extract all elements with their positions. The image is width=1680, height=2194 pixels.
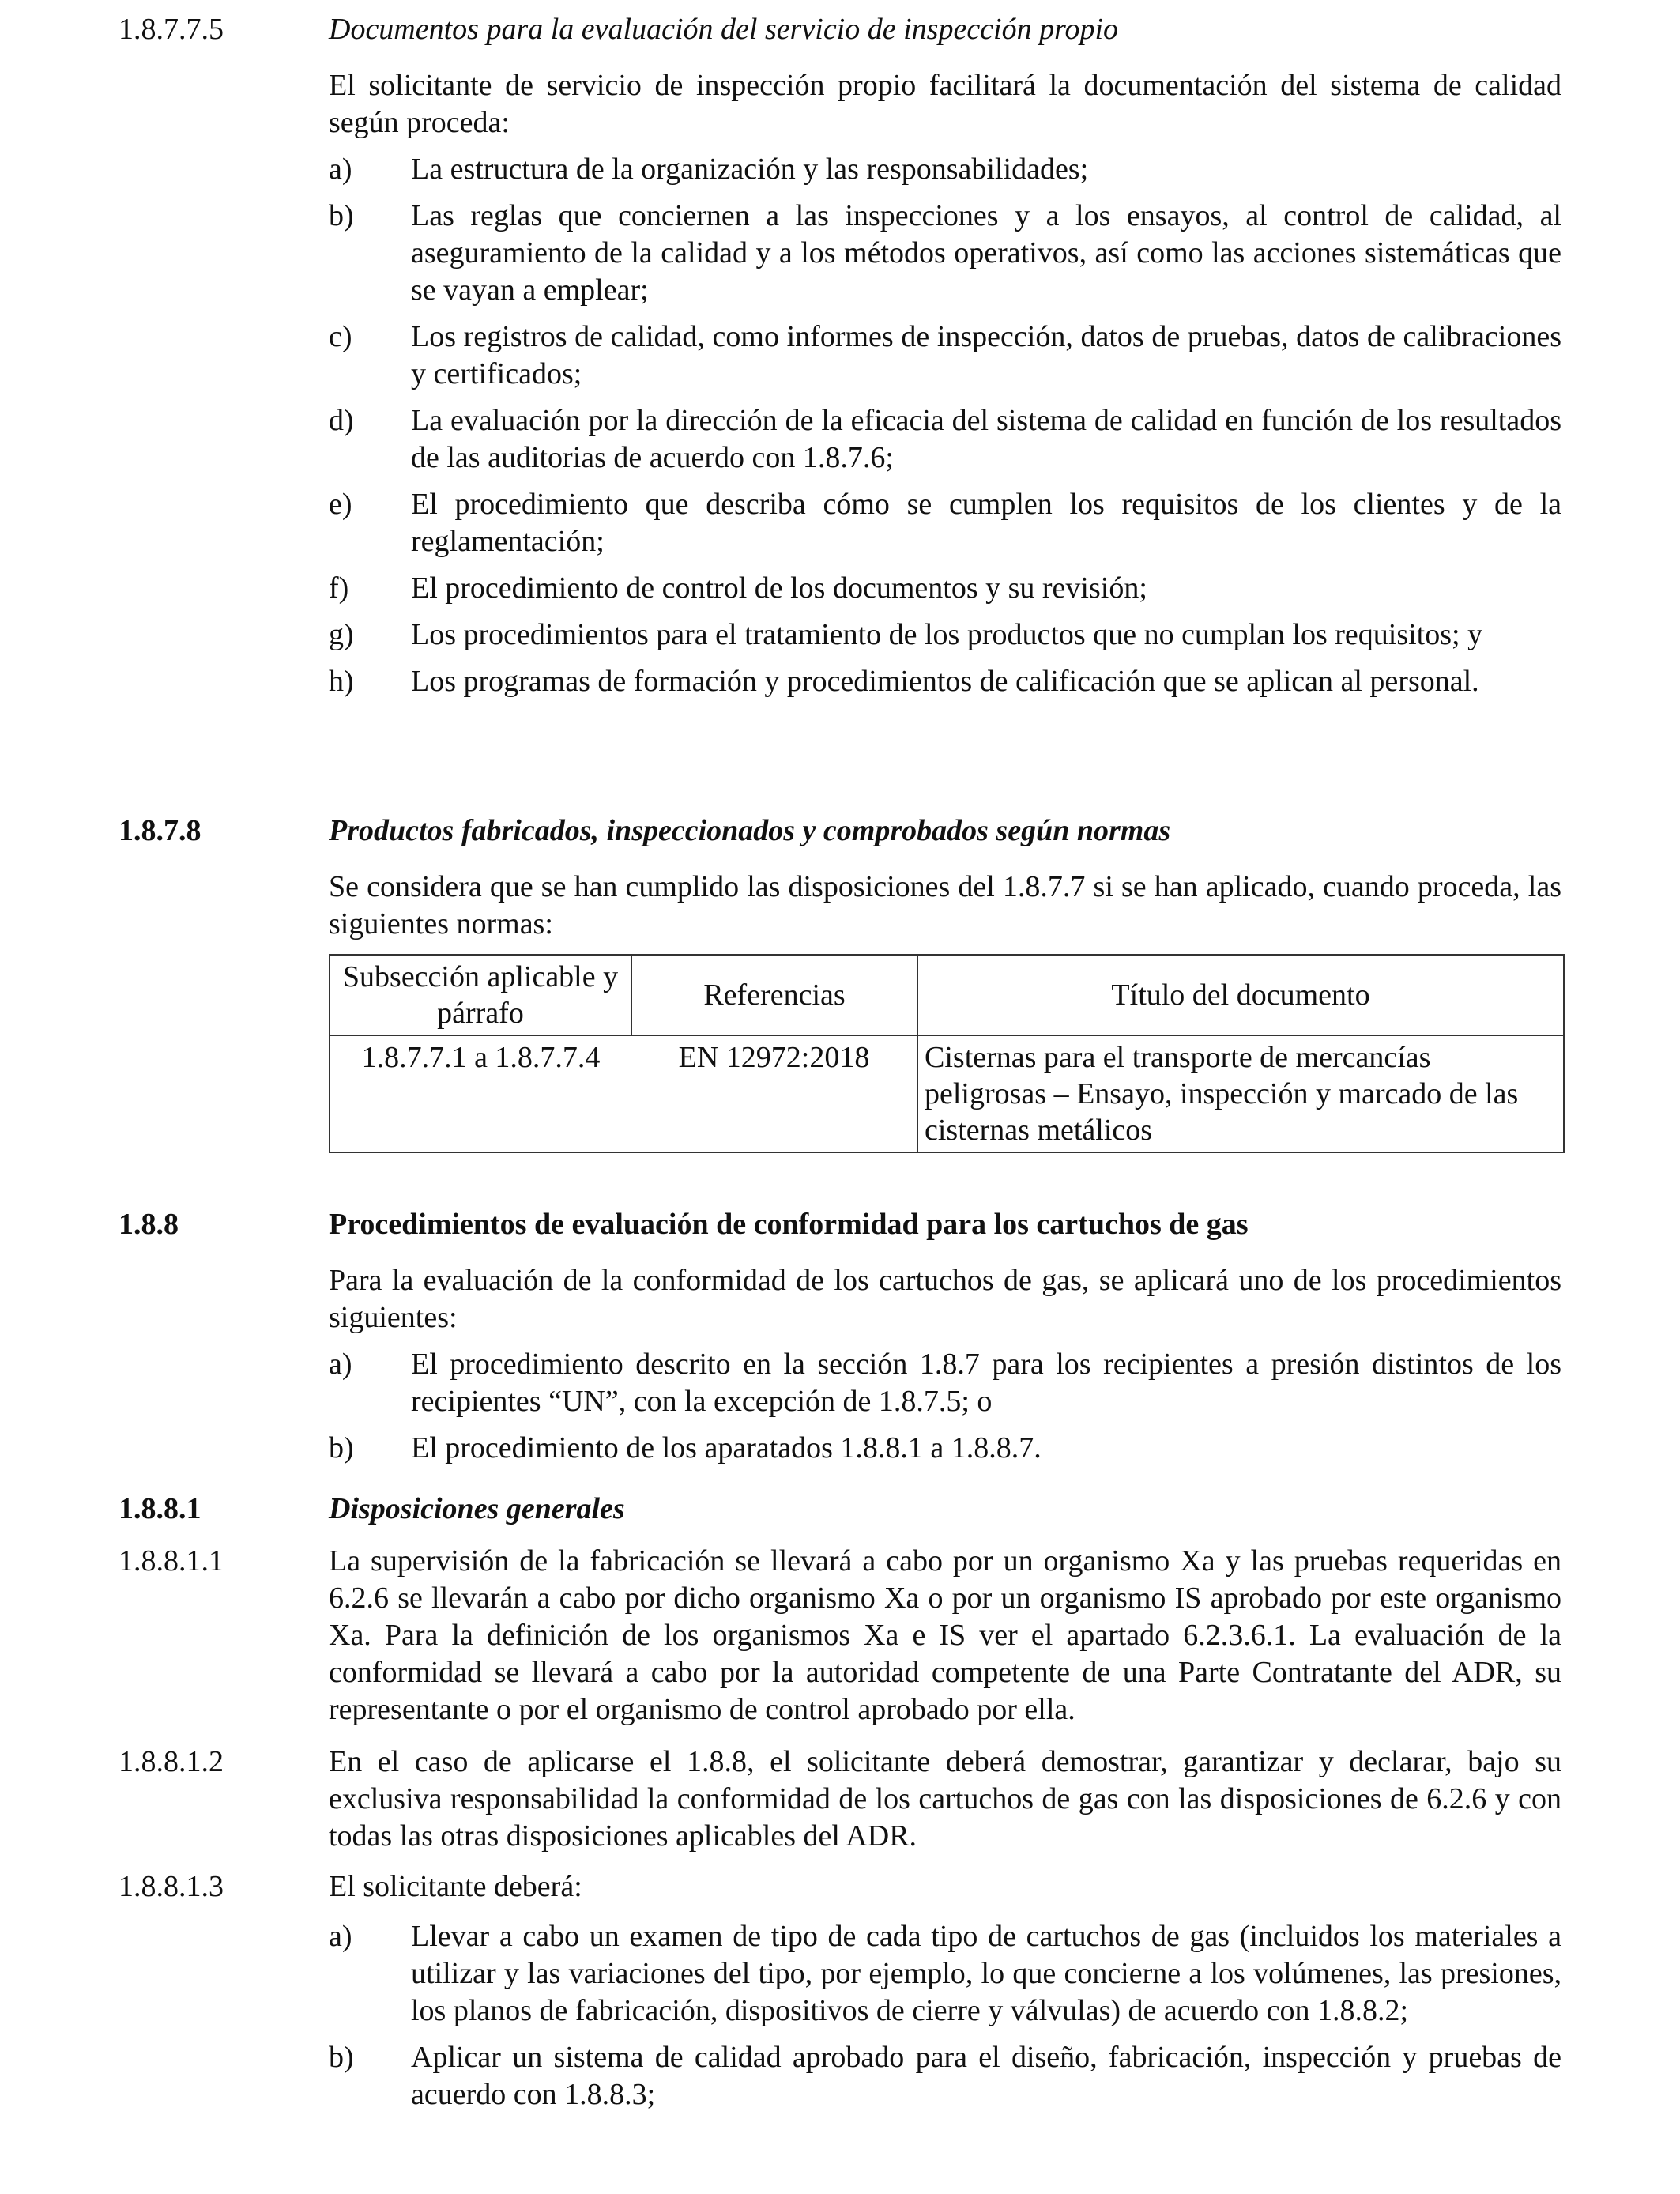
list-item xyxy=(329,486,1561,560)
list-marker: e) xyxy=(329,488,352,521)
table-cell: EN 12972:2018 xyxy=(631,1035,917,1152)
list-item xyxy=(329,2039,1561,2113)
table-header-row xyxy=(330,955,1564,1035)
section-intro: Se considera que se han cumplido las disposiciones del 1.8.7.7 si se han aplicado, cuando proceda, las siguientes normas: xyxy=(329,870,1561,941)
section-number: 1.8.8.1.3 xyxy=(119,1870,224,1903)
list-item xyxy=(329,1430,1561,1467)
list-item xyxy=(329,151,1561,188)
list-marker: b) xyxy=(329,2041,354,2074)
list-item xyxy=(329,198,1561,309)
list-item-text: Las reglas que conciernen a las inspecciones y a los ensayos, al control de calidad, al aseguramiento de la calidad y a los métodos operativos, así como las acciones sistemáticas que se vayan a emplear; xyxy=(411,199,1561,307)
list-item-text: El procedimiento que describa cómo se cumplen los requisitos de los clientes y de la reglamentación; xyxy=(411,488,1561,558)
item-list xyxy=(329,151,1561,700)
section-title: Documentos para la evaluación del servicio de inspección propio xyxy=(329,13,1119,46)
section-1-8-8-1-3 xyxy=(0,1868,1680,2123)
section-intro: Para la evaluación de la conformidad de los cartuchos de gas, se aplicará uno de los procedimientos siguientes: xyxy=(329,1264,1561,1334)
section-number: 1.8.8 xyxy=(119,1208,179,1241)
section-1-8-7-7-5 xyxy=(0,11,1680,710)
list-marker: b) xyxy=(329,1431,354,1465)
column-header: Referencias xyxy=(631,955,917,1035)
list-marker: a) xyxy=(329,153,352,186)
list-marker: f) xyxy=(329,571,349,605)
list-item xyxy=(329,570,1561,607)
column-header: Título del documento xyxy=(917,955,1564,1035)
section-text: La supervisión de la fabricación se llevará a cabo por un organismo Xa y las pruebas requeridas en 6.2.6 se llevarán a cabo por dicho organismo Xa o por un organismo IS aprobado por este organismo Xa. Para la definición de los organismos Xa e IS ver el apartado 6.2.3.6.1. La evaluación de la conformidad se llevará a cabo por la autoridad competente de una Parte Contratante del ADR, su representante o por el organismo de control aprobado por ella. xyxy=(329,1544,1561,1726)
section-title: Productos fabricados, inspeccionados y comprobados según normas xyxy=(329,814,1171,847)
list-marker: b) xyxy=(329,199,354,232)
item-list xyxy=(329,1346,1561,1467)
table-cell: Cisternas para el transporte de mercancías peligrosas – Ensayo, inspección y marcado de las cisternas metálicos xyxy=(917,1035,1564,1152)
section-number: 1.8.8.1.2 xyxy=(119,1745,224,1778)
list-marker: a) xyxy=(329,1920,352,1953)
section-number: 1.8.7.8 xyxy=(119,814,202,847)
section-1-8-8-1-1 xyxy=(0,1543,1680,1728)
list-item-text: El procedimiento de los aparatados 1.8.8.1 a 1.8.8.7. xyxy=(411,1431,1042,1465)
column-header: Subsección aplicable y párrafo xyxy=(330,955,631,1035)
standards-table xyxy=(329,954,1565,1153)
section-text: En el caso de aplicarse el 1.8.8, el solicitante deberá demostrar, garantizar y declarar, bajo su exclusiva responsabilidad la conformidad de los cartuchos de gas con las disposiciones de 6.2.6 y con todas las otras disposiciones aplicables del ADR. xyxy=(329,1745,1561,1853)
section-1-8-8-1-2 xyxy=(0,1744,1680,1855)
section-number: 1.8.8.1 xyxy=(119,1492,202,1525)
list-marker: h) xyxy=(329,665,354,698)
section-text: El solicitante deberá: xyxy=(329,1870,582,1903)
list-item-text: El procedimiento descrito en la sección 1.8.7 para los recipientes a presión distintos de los recipientes “UN”, con la excepción de 1.8.7.5; o xyxy=(411,1348,1561,1418)
list-item xyxy=(329,663,1561,700)
list-item-text: El procedimiento de control de los documentos y su revisión; xyxy=(411,571,1147,605)
list-item xyxy=(329,1346,1561,1420)
table-row xyxy=(330,1035,1564,1152)
section-number: 1.8.8.1.1 xyxy=(119,1544,224,1578)
item-list xyxy=(329,1918,1561,2113)
list-item xyxy=(329,616,1561,654)
section-number: 1.8.7.7.5 xyxy=(119,13,224,46)
section-title: Disposiciones generales xyxy=(329,1492,625,1525)
list-item-text: Los programas de formación y procedimientos de calificación que se aplican al personal. xyxy=(411,665,1479,698)
list-item-text: Los procedimientos para el tratamiento de los productos que no cumplan los requisitos; y xyxy=(411,618,1483,651)
list-item-text: La evaluación por la dirección de la eficacia del sistema de calidad en función de los resultados de las auditorias de acuerdo con 1.8.7.6; xyxy=(411,404,1561,474)
list-item xyxy=(329,402,1561,477)
list-marker: g) xyxy=(329,618,354,651)
list-item xyxy=(329,319,1561,393)
section-1-8-8-1 xyxy=(0,1491,1680,1528)
list-item-text: Aplicar un sistema de calidad aprobado para el diseño, fabricación, inspección y pruebas de acuerdo con 1.8.8.3; xyxy=(411,2041,1561,2111)
list-marker: d) xyxy=(329,404,354,437)
list-item-text: La estructura de la organización y las responsabilidades; xyxy=(411,153,1089,186)
section-intro: El solicitante de servicio de inspección propio facilitará la documentación del sistema de calidad según proceda: xyxy=(329,69,1561,139)
section-1-8-8 xyxy=(0,1206,1680,1476)
list-item-text: Los registros de calidad, como informes de inspección, datos de pruebas, datos de calibraciones y certificados; xyxy=(411,320,1561,390)
list-marker: c) xyxy=(329,320,352,353)
table-cell: 1.8.7.7.1 a 1.8.7.7.4 xyxy=(330,1035,631,1152)
list-item-text: Llevar a cabo un examen de tipo de cada tipo de cartuchos de gas (incluidos los materiales a utilizar y las variaciones del tipo, por ejemplo, lo que concierne a los volúmenes, las presiones, los planos de fabricación, dispositivos de cierre y válvulas) de acuerdo con 1.8.8.2; xyxy=(411,1920,1561,2027)
list-item xyxy=(329,1918,1561,2030)
list-marker: a) xyxy=(329,1348,352,1381)
section-title: Procedimientos de evaluación de conformidad para los cartuchos de gas xyxy=(329,1208,1249,1241)
section-1-8-7-8 xyxy=(0,812,1680,1153)
